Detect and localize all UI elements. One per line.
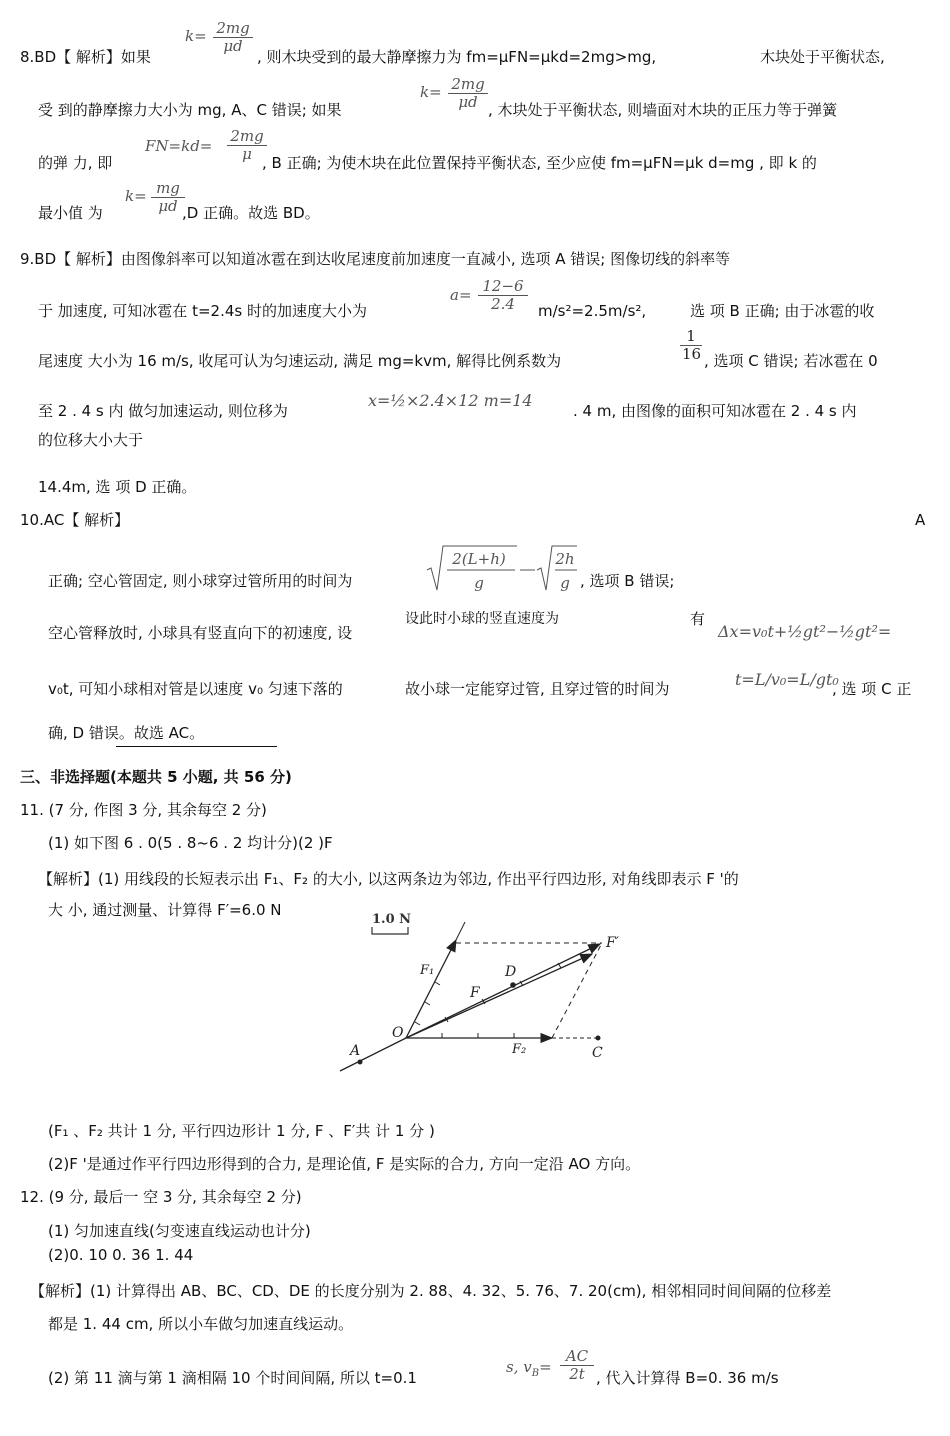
tick [415,1022,420,1025]
q8-line1-mid: , 则木块受到的最大静摩擦力为 fm=μFN=μkd=2mg>mg, [257,48,657,66]
q8-line2-start: 受 到的静摩擦力大小为 mg, A、C 错误; 如果 [38,101,342,119]
point-D [510,982,516,988]
q11-exp1: 【解析】(1) 用线段的长短表示出 F₁、F₂ 的大小, 以这两条边为邻边, 作出平行四边形, 对角线即表示 F '的 [38,870,739,888]
q12-answer1: (1) 匀加速直线(匀变速直线运动也计分) [48,1222,311,1240]
q9-line6: 14.4m, 选 项 D 正确。 [38,478,197,496]
q8-line1-end: 木块处于平衡状态, [760,48,885,66]
q10-line3-start: 空心管释放时, 小球具有竖直向下的初速度, 设 [48,624,353,642]
label-F: F [470,985,480,1001]
q11-exp3: (2)F '是通过作平行四边形得到的合力, 是理论值, F 是实际的合力, 方向一定沿 AO 方向。 [48,1155,641,1173]
q12-exp1: 【解析】(1) 计算得出 AB、BC、CD、DE 的长度分别为 2. 88、4. 32、5. 76、7. 20(cm), 相邻相同时间间隔的位移差 [30,1282,832,1300]
q11-answer: (1) 如下图 6 . 0(5 . 8~6 . 2 均计分)(2 )F [48,834,333,852]
q10-formula-dx: Δx=v₀t+½gt²−½gt²= [718,622,892,641]
tick [435,982,440,985]
q10-line2-end: , 选项 B 错误; [580,572,675,590]
q11-score-note: (F₁ 、F₂ 共计 1 分, 平行四边形计 1 分, F 、F′共 计 1 分 ) [48,1122,435,1140]
section3-title: 三、非选择题(本题共 5 小题, 共 56 分) [20,768,292,786]
q9-line5: 的位移大小大于 [38,431,144,449]
q12-vb-label: s, $v_B=$ [506,1358,552,1379]
label-C: C [592,1045,603,1061]
q9-line1: 9.BD【 解析】由图像斜率可以知道冰雹在到达收尾速度前加速度一直减小, 选项 A 错误; 图像切线的斜率等 [20,250,731,268]
q11-head: 11. (7 分, 作图 3 分, 其余每空 2 分) [20,801,267,819]
q9-formula-ratio: 1 16 [682,327,702,363]
q9-line3-start: 尾速度 大小为 16 m/s, 收尾可认为匀速运动, 满足 mg=kvm, 解得比例系数为 [38,352,562,370]
q10-line1: 10.AC【 解析】 [20,511,130,529]
parallelogram-right [552,943,602,1038]
vector-F1 [406,940,456,1038]
q10-line3-have: 有 [690,610,706,628]
F1-extension [456,922,465,940]
q12-answer2: (2)0. 10 0. 36 1. 44 [48,1246,194,1264]
q10-sqrt2-num: 2h [555,550,575,568]
label-Fprime: F′ [606,935,619,951]
q9-formula-x: x=½×2.4×12 m=14 [368,391,533,410]
q9-line2-mid: m/s²=2.5m/s², [538,302,647,320]
q9-line2-end: 选 项 B 正确; 由于冰雹的收 [690,302,875,320]
q11-exp2: 大 小, 通过测量、计算得 F′=6.0 N [48,901,282,919]
label-F1: F₁ [420,963,435,978]
q12-exp3-start: (2) 第 11 滴与第 1 滴相隔 10 个时间间隔, 所以 t=0.1 [48,1369,417,1387]
q10-sqrt1-den: g [474,574,484,592]
q10-line3-note: 设此时小球的竖直速度为 [405,611,559,627]
q9-line3-end: , 选项 C 错误; 若冰雹在 0 [704,352,878,370]
q8-line1-start: 8.BD【 解析】如果 [20,48,151,66]
q10-sqrt1-num: 2(L+h) [452,550,506,568]
point-A [358,1060,363,1065]
q10-formula-time [425,540,585,596]
q12-formula-vb: AC 2t [560,1348,594,1383]
label-A: A [350,1043,361,1059]
label-O: O [392,1025,404,1041]
tick [425,1002,430,1005]
q10-line4-start: v₀t, 可知小球相对管是以速度 v₀ 匀速下落的 [48,680,343,698]
q10-line2-start: 正确; 空心管固定, 则小球穿过管所用的时间为 [48,572,353,590]
q9-line4-end: . 4 m, 由图像的面积可知冰雹在 2 . 4 s 内 [573,402,857,420]
q8-line4-end: ,D 正确。故选 BD。 [182,204,320,222]
q10-line4-end: , 选 项 C 正 [832,680,912,698]
q9-line4-start: 至 2 . 4 s 内 做匀加速运动, 则位移为 [38,402,288,420]
q8-line3-start: 的弹 力, 即 [38,154,113,172]
scale-bar [372,927,408,934]
q9-line2-start: 于 加速度, 可知冰雹在 t=2.4s 时的加速度大小为 [38,302,367,320]
q10-sqrt2-den: g [560,574,570,592]
q10-line4-mid: 故小球一定能穿过管, 且穿过管的时间为 [405,680,670,698]
q10-line1-right: A [915,511,926,529]
q8-line3-end: , B 正确; 为使木块在此位置保持平衡状态, 至少应使 fm=μFN=μk d=mg , 即 k 的 [262,154,817,172]
force-diagram [330,905,630,1080]
vector-Fprime [406,944,600,1038]
q12-exp2: 都是 1. 44 cm, 所以小车做匀加速直线运动。 [48,1315,354,1333]
label-F2: F₂ [512,1042,527,1057]
label-D: D [505,964,517,980]
q12-head: 12. (9 分, 最后一 空 3 分, 其余每空 2 分) [20,1188,302,1206]
point-C [596,1036,601,1041]
q10-line5: 确, D 错误。故选 AC。 [48,724,205,742]
q10-formula-t: t=L/v₀=L/gt₀ [735,670,839,689]
q10-underline [116,746,277,747]
q8-line2-end: , 木块处于平衡状态, 则墙面对木块的正压力等于弹簧 [488,101,838,119]
scale-label: 1.0 N [372,912,412,927]
q8-line4-start: 最小值 为 [38,204,103,222]
q12-exp3-end: , 代入计算得 B=0. 36 m/s [596,1369,779,1387]
